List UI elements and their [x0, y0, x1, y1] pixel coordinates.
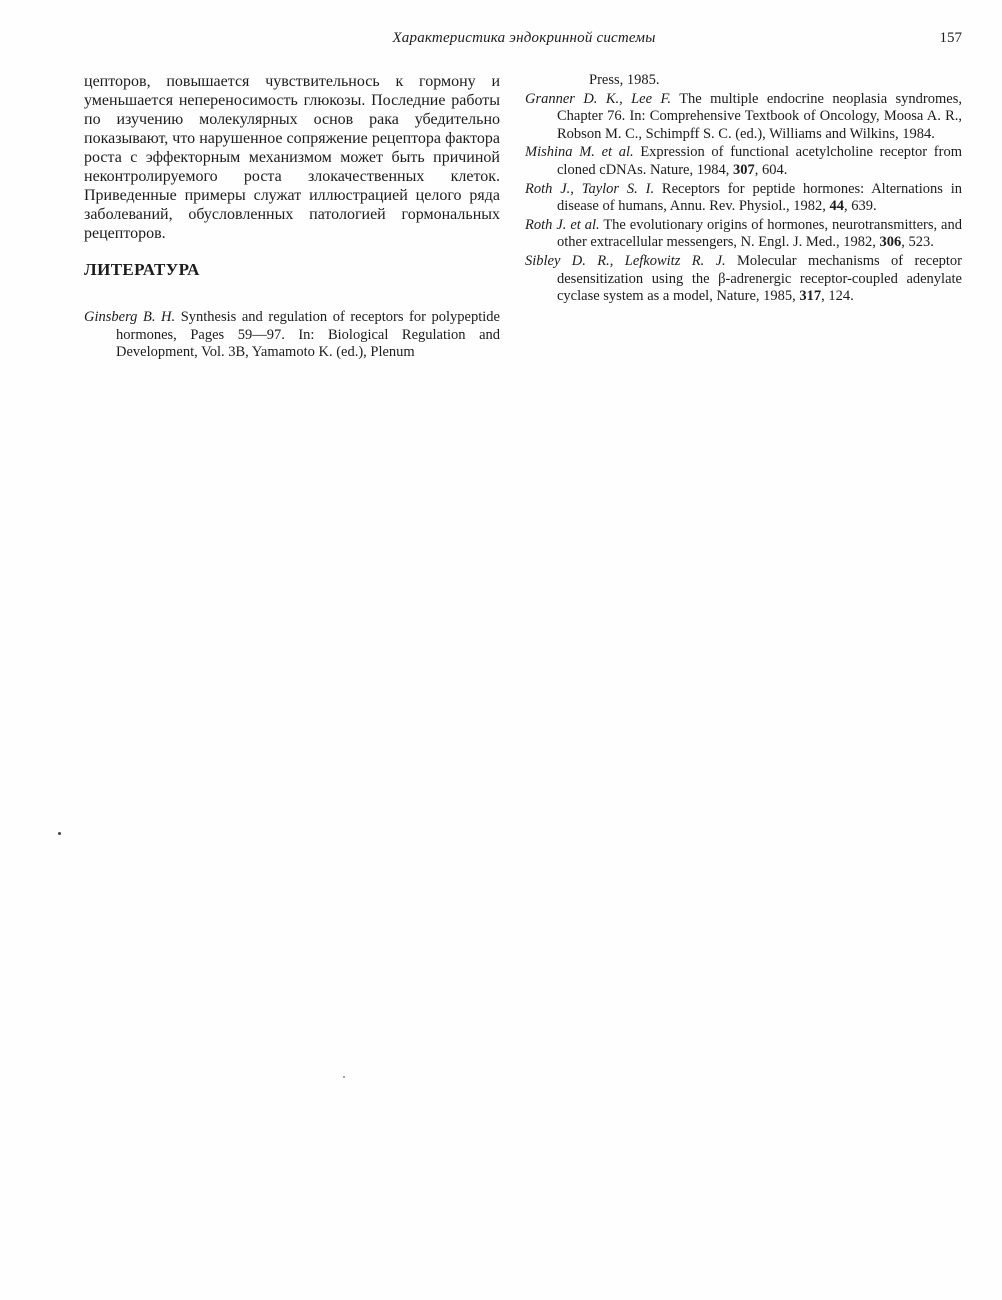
reference-item: [525, 217, 962, 252]
reference-item: [525, 181, 962, 216]
reference-pages: , 124.: [821, 288, 854, 305]
reference-text: Molecular mechanisms of receptor desensitization using the β-adrenergic receptor-coupled adenylate cyclase system as a model, Nature, 1985,: [557, 252, 962, 305]
reference-item: [525, 144, 962, 179]
left-column: [84, 72, 500, 363]
page-header: [84, 30, 964, 52]
reference-text: Synthesis and regulation of receptors for polypeptide hormones, Pages 59—97. In: Biological Regulation and Development, Vol. 3B, Yamamoto K. (ed.), Plenum: [116, 309, 500, 361]
reference-volume: 317: [799, 288, 822, 305]
scan-speck: [343, 1076, 345, 1078]
reference-text: Receptors for peptide hormones: Alternations in disease of humans, Annu. Rev. Physiol., 1982,: [557, 180, 963, 215]
reference-volume: 44: [829, 198, 845, 215]
reference-volume: 307: [732, 161, 755, 178]
scan-speck: [58, 832, 61, 835]
reference-volume: 306: [879, 234, 902, 251]
reference-pages: , 639.: [844, 198, 877, 215]
reference-pages: , 604.: [754, 161, 788, 178]
reference-authors: Roth J. et al.: [525, 216, 600, 233]
reference-authors: Ginsberg B. H.: [84, 309, 176, 325]
section-heading-literature: ЛИТЕРАТУРА: [84, 260, 200, 279]
reference-pages: , 523.: [901, 234, 934, 251]
reference-authors: Sibley D. R., Lefkowitz R. J.: [525, 252, 726, 269]
reference-list-left: [84, 309, 500, 362]
reference-text: The evolutionary origins of hormones, neurotransmitters, and other extracellular messengers, N. Engl. J. Med., 1982,: [557, 216, 962, 251]
reference-continuation-text: Press, 1985.: [589, 72, 660, 88]
reference-item: [525, 91, 962, 144]
reference-authors: Roth J., Taylor S. I.: [525, 180, 655, 197]
reference-continuation: [525, 72, 962, 90]
reference-text: The multiple endocrine neoplasia syndromes, Chapter 76. In: Comprehensive Textbook of Oncology, Moosa A. R., Robson M. C., Schimpff S. C. (ed.), Williams and Wilkins, 1984.: [557, 90, 962, 142]
running-title: Характеристика эндокринной системы: [392, 30, 656, 46]
reference-authors: Granner D. K., Lee F.: [525, 90, 672, 107]
reference-text: Expression of functional acetylcholine receptor from cloned cDNAs. Nature, 1984,: [557, 144, 962, 178]
reference-item: [84, 309, 500, 362]
reference-item: [525, 253, 962, 306]
reference-authors: Mishina M. et al.: [525, 144, 634, 161]
body-paragraph: цепторов, повышается чувствительнось к гормону и уменьшается непереносимость глюкозы. Последние работы по изучению молекулярных основ рака убедительно показывают, что нарушенное сопряжение рецептора фактора роста с эффекторным механизмом может быть причиной неконтролируемого роста злокачественных клеток. Приведенные примеры служат иллюстрацией целого ряда заболеваний, обусловленных патологией гормональных рецепторов.: [84, 73, 500, 242]
right-column: [525, 72, 962, 307]
page-number: 157: [939, 30, 962, 46]
